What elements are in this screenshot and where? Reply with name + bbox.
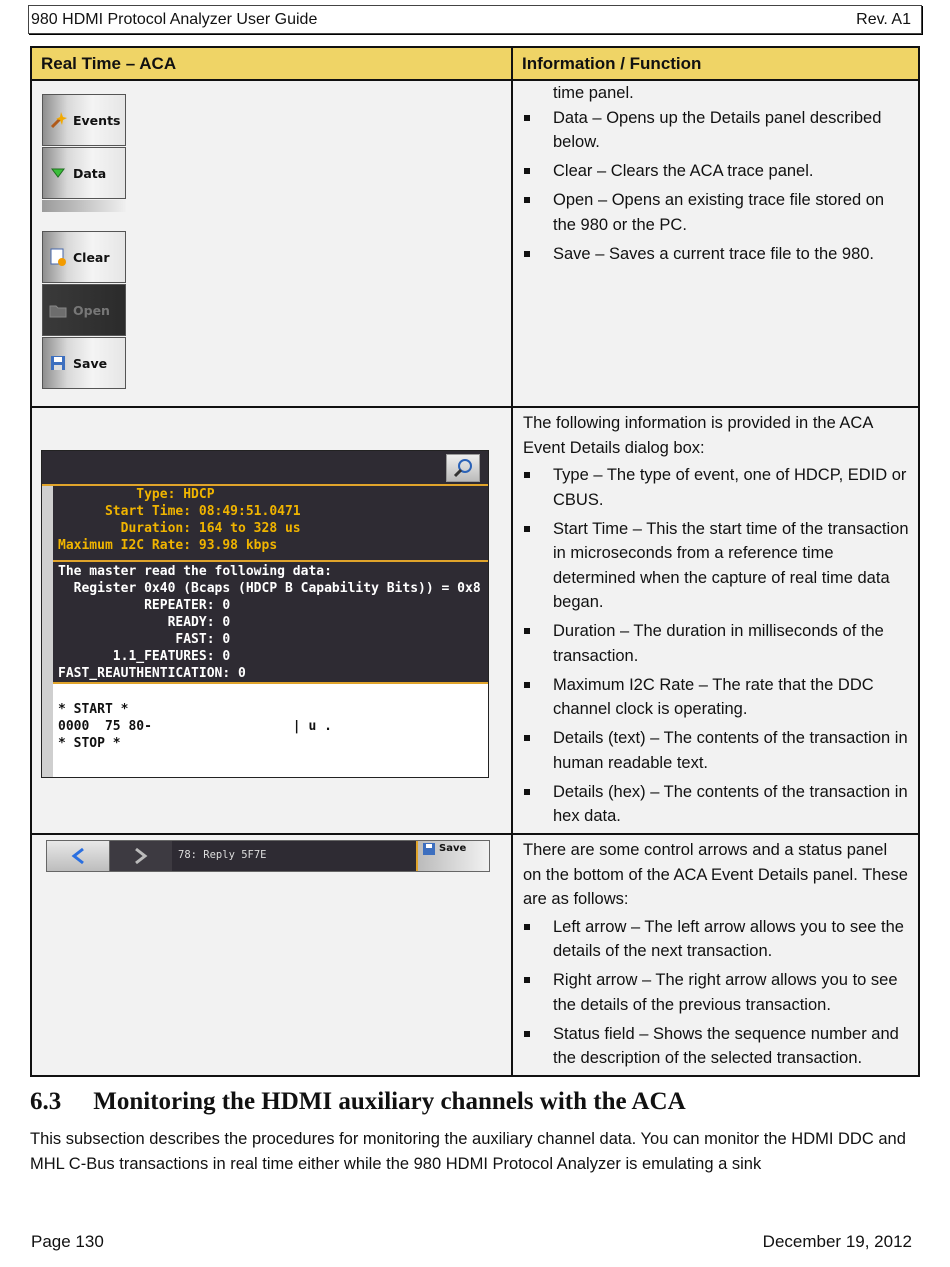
search-icon[interactable] — [446, 454, 480, 482]
row2-info-cell — [512, 407, 919, 834]
clear-page-icon — [49, 248, 67, 266]
floppy-disk-icon — [49, 354, 67, 372]
events-button[interactable]: Events — [42, 94, 126, 146]
section-number: 6.3 — [30, 1088, 62, 1115]
list-item: Details (hex) – The contents of the transaction in hex data. — [523, 780, 910, 829]
row2-bullet-list — [523, 463, 910, 829]
section-heading — [30, 1088, 686, 1116]
list-item: Status field – Shows the sequence number and the description of the selected transaction. — [523, 1022, 910, 1071]
list-item: Duration – The duration in milliseconds of the transaction. — [523, 619, 910, 668]
page-date: December 19, 2012 — [762, 1232, 912, 1251]
list-item: Clear – Clears the ACA trace panel. — [523, 159, 910, 184]
row3-intro: There are some control arrows and a status panel on the bottom of the ACA Event Details panel. These are as follows: — [523, 841, 908, 908]
section-paragraph: This subsection describes the procedures for monitoring the auxiliary channel data. You can monitor the HDMI DDC and MHL C-Bus transactions in real time either while the 980 HDMI Protocol Analyzer is emulating a sink — [30, 1130, 906, 1173]
list-item: Left arrow – The left arrow allows you to see the details of the next transaction. — [523, 915, 910, 964]
continued-text: time panel. — [553, 84, 634, 102]
event-details-dialog — [41, 450, 489, 778]
triangle-down-icon — [49, 164, 67, 182]
doc-revision: Rev. A1 — [856, 10, 911, 28]
row3-info-cell — [512, 834, 919, 1076]
col-header-info: Information / Function — [512, 47, 919, 80]
event-details-text: The master read the following data: Register 0x40 (Bcaps (HDCP B Capability Bits)) = 0x8 REPEATER: 0 READY: 0 FAST: 0 1.1_FEATURES: 0 FAST_REAUTHENTICATION: 0 — [53, 562, 488, 684]
row2-intro: The following information is provided in the ACA Event Details dialog box: — [523, 414, 873, 457]
page-number: Page 130 — [31, 1232, 104, 1251]
list-item: Save – Saves a current trace file to the 980. — [523, 242, 910, 267]
list-item: Open – Opens an existing trace file stored on the 980 or the PC. — [523, 188, 910, 237]
row1-image-cell — [31, 80, 512, 407]
wand-icon — [49, 111, 67, 129]
save-button[interactable]: Save — [42, 337, 126, 389]
chevron-left-icon — [71, 847, 85, 865]
real-time-aca-table — [30, 46, 920, 1077]
list-item: Maximum I2C Rate – The rate that the DDC channel clock is operating. — [523, 673, 910, 722]
folder-icon — [49, 301, 67, 319]
list-item: Details (text) – The contents of the transaction in human readable text. — [523, 726, 910, 775]
file-buttons — [42, 231, 126, 390]
list-item: Right arrow – The right arrow allows you to see the details of the previous transaction. — [523, 968, 910, 1017]
list-item: Type – The type of event, one of HDCP, EDID or CBUS. — [523, 463, 910, 512]
event-details-hex: * START * 0000 75 80- | u . * STOP * — [58, 702, 332, 751]
nav-save-button[interactable]: Save — [418, 841, 489, 871]
row1-bullet-list — [523, 106, 910, 267]
chevron-right-icon — [134, 847, 148, 865]
open-button[interactable]: Open — [42, 284, 126, 336]
col-header-real-time: Real Time – ACA — [31, 47, 512, 80]
dialog-toolbar — [42, 451, 488, 486]
event-summary: Type: HDCP Start Time: 08:49:51.0471 Duration: 164 to 328 us Maximum I2C Rate: 93.98 kbps — [53, 486, 488, 562]
left-arrow-button[interactable] — [47, 841, 109, 871]
row3-bullet-list — [523, 915, 910, 1071]
floppy-disk-icon — [423, 843, 435, 855]
row3-image-cell — [31, 834, 512, 1076]
clear-button[interactable]: Clear — [42, 231, 126, 283]
events-data-buttons — [42, 94, 126, 212]
row1-info-cell — [512, 80, 919, 407]
data-button[interactable]: Data — [42, 147, 126, 199]
right-arrow-button[interactable] — [109, 841, 172, 871]
page-header — [28, 5, 922, 34]
row2-image-cell — [31, 407, 512, 834]
list-item: Data – Opens up the Details panel described below. — [523, 106, 910, 155]
section-title: Monitoring the HDMI auxiliary channels with the ACA — [93, 1088, 686, 1115]
doc-title: 980 HDMI Protocol Analyzer User Guide — [31, 10, 318, 28]
details-nav-bar — [46, 840, 490, 872]
list-item: Start Time – This the start time of the transaction in microseconds from a reference time determined when the capture of real time data began. — [523, 517, 910, 615]
status-field: 78: Reply 5F7E — [172, 841, 418, 871]
